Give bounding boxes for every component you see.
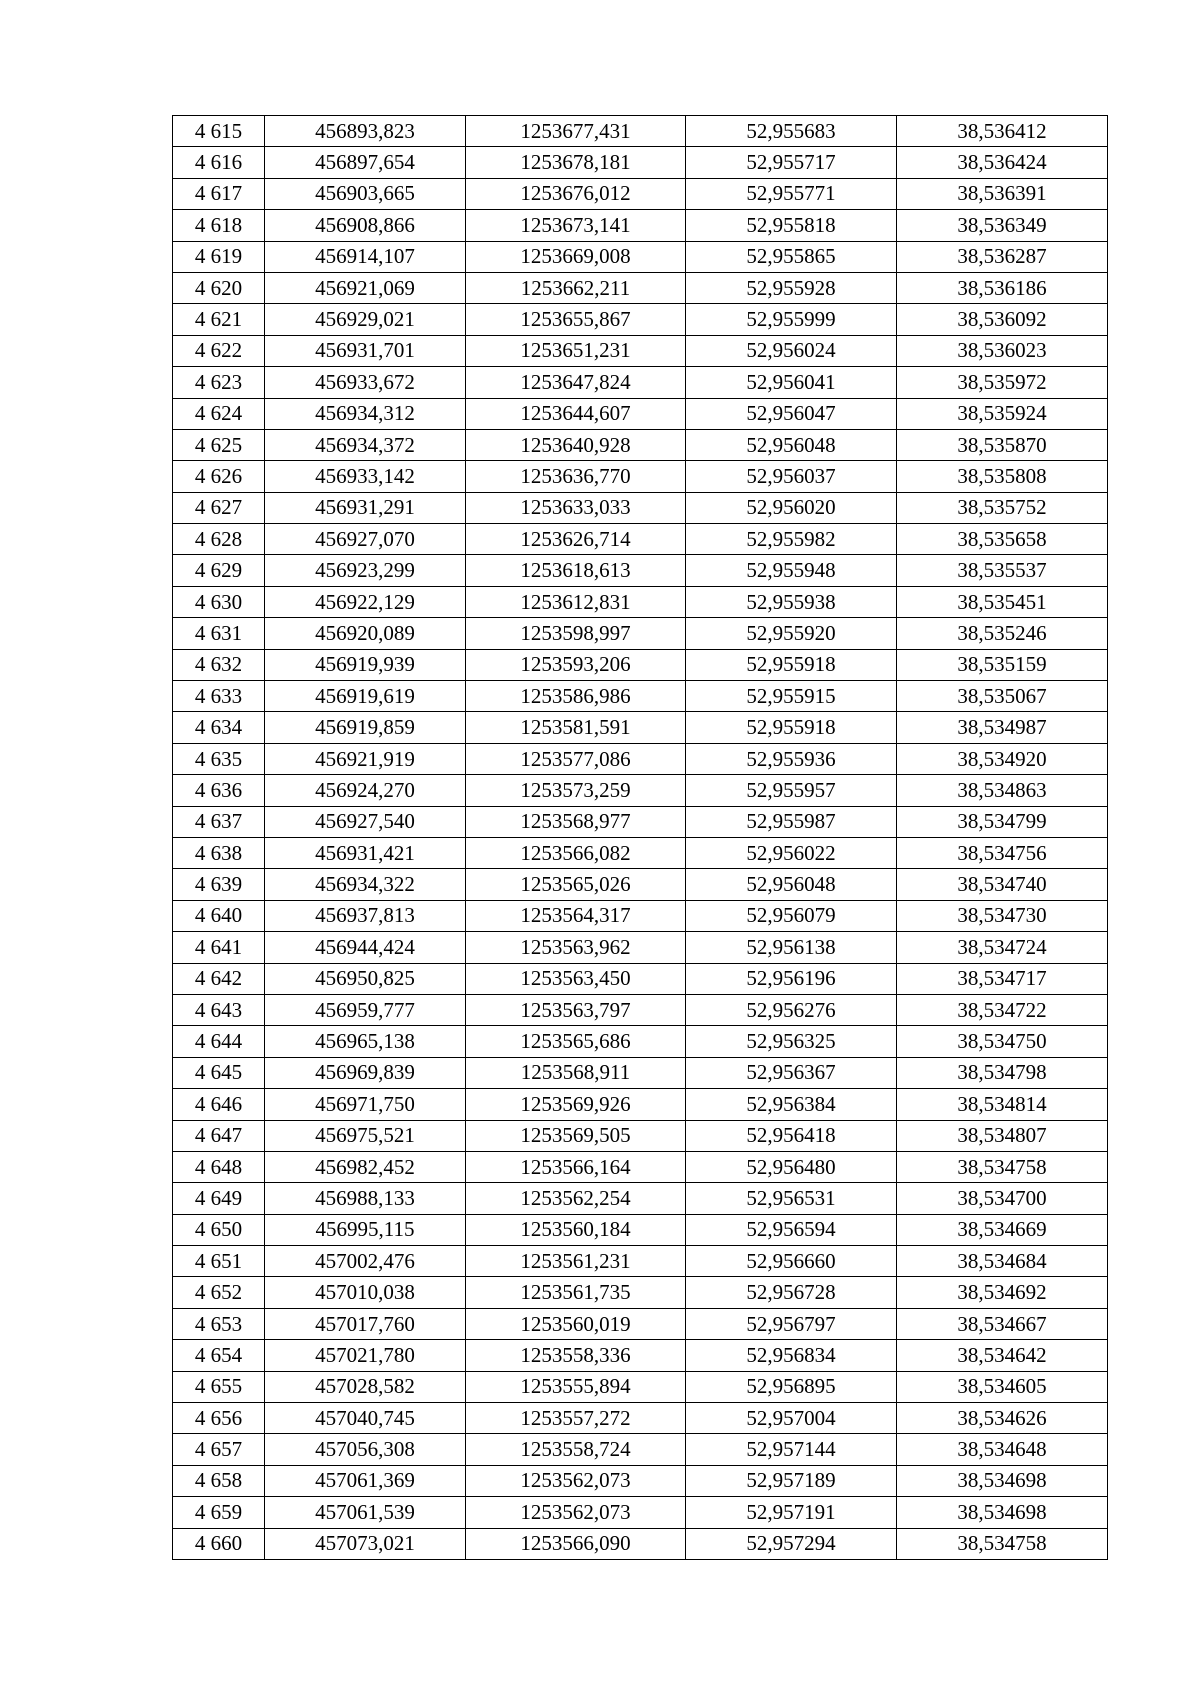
y-coordinate-cell: 1253593,206	[466, 649, 686, 680]
table-row	[173, 618, 1108, 649]
latitude-cell: 52,956024	[686, 335, 897, 366]
y-coordinate-cell: 1253573,259	[466, 775, 686, 806]
point-number-cell: 4 654	[173, 1340, 265, 1371]
longitude-cell: 38,534807	[897, 1120, 1108, 1151]
longitude-cell: 38,535972	[897, 367, 1108, 398]
longitude-cell: 38,534698	[897, 1497, 1108, 1528]
point-number-cell: 4 616	[173, 147, 265, 178]
y-coordinate-cell: 1253636,770	[466, 461, 686, 492]
point-number-cell: 4 659	[173, 1497, 265, 1528]
point-number-cell: 4 653	[173, 1308, 265, 1339]
longitude-cell: 38,534692	[897, 1277, 1108, 1308]
latitude-cell: 52,955948	[686, 555, 897, 586]
latitude-cell: 52,955928	[686, 272, 897, 303]
table-row	[173, 492, 1108, 523]
latitude-cell: 52,955683	[686, 116, 897, 147]
x-coordinate-cell: 456931,701	[265, 335, 466, 366]
longitude-cell: 38,534667	[897, 1308, 1108, 1339]
table-row	[173, 1434, 1108, 1465]
y-coordinate-cell: 1253676,012	[466, 178, 686, 209]
y-coordinate-cell: 1253577,086	[466, 743, 686, 774]
point-number-cell: 4 631	[173, 618, 265, 649]
x-coordinate-cell: 456927,070	[265, 524, 466, 555]
latitude-cell: 52,957004	[686, 1403, 897, 1434]
longitude-cell: 38,535808	[897, 461, 1108, 492]
y-coordinate-cell: 1253560,019	[466, 1308, 686, 1339]
latitude-cell: 52,956594	[686, 1214, 897, 1245]
y-coordinate-cell: 1253644,607	[466, 398, 686, 429]
latitude-cell: 52,955987	[686, 806, 897, 837]
table-row	[173, 116, 1108, 147]
point-number-cell: 4 650	[173, 1214, 265, 1245]
y-coordinate-cell: 1253626,714	[466, 524, 686, 555]
point-number-cell: 4 657	[173, 1434, 265, 1465]
point-number-cell: 4 656	[173, 1403, 265, 1434]
latitude-cell: 52,956041	[686, 367, 897, 398]
point-number-cell: 4 626	[173, 461, 265, 492]
longitude-cell: 38,534758	[897, 1528, 1108, 1559]
longitude-cell: 38,534669	[897, 1214, 1108, 1245]
longitude-cell: 38,535537	[897, 555, 1108, 586]
longitude-cell: 38,534798	[897, 1057, 1108, 1088]
y-coordinate-cell: 1253565,686	[466, 1026, 686, 1057]
y-coordinate-cell: 1253678,181	[466, 147, 686, 178]
table-row	[173, 555, 1108, 586]
point-number-cell: 4 625	[173, 429, 265, 460]
x-coordinate-cell: 456965,138	[265, 1026, 466, 1057]
table-row	[173, 524, 1108, 555]
longitude-cell: 38,534920	[897, 743, 1108, 774]
latitude-cell: 52,955818	[686, 210, 897, 241]
table-row	[173, 775, 1108, 806]
longitude-cell: 38,534758	[897, 1151, 1108, 1182]
longitude-cell: 38,534722	[897, 994, 1108, 1025]
x-coordinate-cell: 456919,939	[265, 649, 466, 680]
longitude-cell: 38,534648	[897, 1434, 1108, 1465]
latitude-cell: 52,956048	[686, 429, 897, 460]
latitude-cell: 52,955771	[686, 178, 897, 209]
longitude-cell: 38,536092	[897, 304, 1108, 335]
latitude-cell: 52,956022	[686, 837, 897, 868]
y-coordinate-cell: 1253562,073	[466, 1497, 686, 1528]
x-coordinate-cell: 457061,369	[265, 1465, 466, 1496]
point-number-cell: 4 635	[173, 743, 265, 774]
table-row	[173, 1120, 1108, 1151]
latitude-cell: 52,956418	[686, 1120, 897, 1151]
x-coordinate-cell: 456944,424	[265, 932, 466, 963]
y-coordinate-cell: 1253565,026	[466, 869, 686, 900]
y-coordinate-cell: 1253562,073	[466, 1465, 686, 1496]
y-coordinate-cell: 1253651,231	[466, 335, 686, 366]
point-number-cell: 4 620	[173, 272, 265, 303]
latitude-cell: 52,956276	[686, 994, 897, 1025]
longitude-cell: 38,534717	[897, 963, 1108, 994]
table-row	[173, 367, 1108, 398]
coordinates-table-body	[173, 116, 1108, 1560]
x-coordinate-cell: 456959,777	[265, 994, 466, 1025]
point-number-cell: 4 618	[173, 210, 265, 241]
longitude-cell: 38,535159	[897, 649, 1108, 680]
x-coordinate-cell: 456934,312	[265, 398, 466, 429]
x-coordinate-cell: 456919,859	[265, 712, 466, 743]
latitude-cell: 52,956079	[686, 900, 897, 931]
latitude-cell: 52,956196	[686, 963, 897, 994]
table-row	[173, 649, 1108, 680]
longitude-cell: 38,534684	[897, 1246, 1108, 1277]
y-coordinate-cell: 1253562,254	[466, 1183, 686, 1214]
table-row	[173, 272, 1108, 303]
y-coordinate-cell: 1253564,317	[466, 900, 686, 931]
latitude-cell: 52,957189	[686, 1465, 897, 1496]
y-coordinate-cell: 1253673,141	[466, 210, 686, 241]
x-coordinate-cell: 457056,308	[265, 1434, 466, 1465]
x-coordinate-cell: 456934,322	[265, 869, 466, 900]
y-coordinate-cell: 1253558,336	[466, 1340, 686, 1371]
y-coordinate-cell: 1253561,231	[466, 1246, 686, 1277]
y-coordinate-cell: 1253569,926	[466, 1089, 686, 1120]
table-row	[173, 837, 1108, 868]
longitude-cell: 38,536023	[897, 335, 1108, 366]
table-row	[173, 1089, 1108, 1120]
y-coordinate-cell: 1253569,505	[466, 1120, 686, 1151]
y-coordinate-cell: 1253560,184	[466, 1214, 686, 1245]
latitude-cell: 52,955999	[686, 304, 897, 335]
x-coordinate-cell: 456969,839	[265, 1057, 466, 1088]
y-coordinate-cell: 1253633,033	[466, 492, 686, 523]
x-coordinate-cell: 456897,654	[265, 147, 466, 178]
x-coordinate-cell: 456921,919	[265, 743, 466, 774]
latitude-cell: 52,956797	[686, 1308, 897, 1339]
longitude-cell: 38,534642	[897, 1340, 1108, 1371]
latitude-cell: 52,955865	[686, 241, 897, 272]
longitude-cell: 38,536391	[897, 178, 1108, 209]
latitude-cell: 52,956660	[686, 1246, 897, 1277]
latitude-cell: 52,955920	[686, 618, 897, 649]
x-coordinate-cell: 456995,115	[265, 1214, 466, 1245]
point-number-cell: 4 644	[173, 1026, 265, 1057]
x-coordinate-cell: 456929,021	[265, 304, 466, 335]
x-coordinate-cell: 456931,421	[265, 837, 466, 868]
y-coordinate-cell: 1253563,797	[466, 994, 686, 1025]
point-number-cell: 4 660	[173, 1528, 265, 1559]
latitude-cell: 52,955918	[686, 712, 897, 743]
longitude-cell: 38,534698	[897, 1465, 1108, 1496]
x-coordinate-cell: 456920,089	[265, 618, 466, 649]
longitude-cell: 38,535752	[897, 492, 1108, 523]
table-row	[173, 1497, 1108, 1528]
longitude-cell: 38,534605	[897, 1371, 1108, 1402]
y-coordinate-cell: 1253581,591	[466, 712, 686, 743]
point-number-cell: 4 636	[173, 775, 265, 806]
longitude-cell: 38,536287	[897, 241, 1108, 272]
longitude-cell: 38,534740	[897, 869, 1108, 900]
x-coordinate-cell: 457040,745	[265, 1403, 466, 1434]
latitude-cell: 52,956367	[686, 1057, 897, 1088]
x-coordinate-cell: 456922,129	[265, 586, 466, 617]
x-coordinate-cell: 456975,521	[265, 1120, 466, 1151]
latitude-cell: 52,956048	[686, 869, 897, 900]
point-number-cell: 4 622	[173, 335, 265, 366]
x-coordinate-cell: 456919,619	[265, 681, 466, 712]
point-number-cell: 4 630	[173, 586, 265, 617]
y-coordinate-cell: 1253561,735	[466, 1277, 686, 1308]
longitude-cell: 38,535451	[897, 586, 1108, 617]
y-coordinate-cell: 1253598,997	[466, 618, 686, 649]
point-number-cell: 4 628	[173, 524, 265, 555]
latitude-cell: 52,955957	[686, 775, 897, 806]
point-number-cell: 4 634	[173, 712, 265, 743]
x-coordinate-cell: 457073,021	[265, 1528, 466, 1559]
y-coordinate-cell: 1253618,613	[466, 555, 686, 586]
table-row	[173, 335, 1108, 366]
longitude-cell: 38,536186	[897, 272, 1108, 303]
y-coordinate-cell: 1253555,894	[466, 1371, 686, 1402]
table-row	[173, 1151, 1108, 1182]
latitude-cell: 52,956138	[686, 932, 897, 963]
point-number-cell: 4 623	[173, 367, 265, 398]
latitude-cell: 52,956325	[686, 1026, 897, 1057]
latitude-cell: 52,955936	[686, 743, 897, 774]
table-row	[173, 1371, 1108, 1402]
point-number-cell: 4 649	[173, 1183, 265, 1214]
table-row	[173, 398, 1108, 429]
point-number-cell: 4 647	[173, 1120, 265, 1151]
table-row	[173, 1403, 1108, 1434]
point-number-cell: 4 637	[173, 806, 265, 837]
x-coordinate-cell: 456934,372	[265, 429, 466, 460]
latitude-cell: 52,956020	[686, 492, 897, 523]
latitude-cell: 52,956037	[686, 461, 897, 492]
latitude-cell: 52,955717	[686, 147, 897, 178]
point-number-cell: 4 619	[173, 241, 265, 272]
y-coordinate-cell: 1253612,831	[466, 586, 686, 617]
x-coordinate-cell: 457002,476	[265, 1246, 466, 1277]
table-row	[173, 461, 1108, 492]
longitude-cell: 38,534799	[897, 806, 1108, 837]
point-number-cell: 4 638	[173, 837, 265, 868]
y-coordinate-cell: 1253662,211	[466, 272, 686, 303]
latitude-cell: 52,956895	[686, 1371, 897, 1402]
longitude-cell: 38,536424	[897, 147, 1108, 178]
longitude-cell: 38,534750	[897, 1026, 1108, 1057]
longitude-cell: 38,535924	[897, 398, 1108, 429]
longitude-cell: 38,534814	[897, 1089, 1108, 1120]
y-coordinate-cell: 1253557,272	[466, 1403, 686, 1434]
point-number-cell: 4 615	[173, 116, 265, 147]
point-number-cell: 4 617	[173, 178, 265, 209]
point-number-cell: 4 655	[173, 1371, 265, 1402]
y-coordinate-cell: 1253677,431	[466, 116, 686, 147]
x-coordinate-cell: 456982,452	[265, 1151, 466, 1182]
latitude-cell: 52,957294	[686, 1528, 897, 1559]
point-number-cell: 4 629	[173, 555, 265, 586]
point-number-cell: 4 639	[173, 869, 265, 900]
x-coordinate-cell: 456933,672	[265, 367, 466, 398]
x-coordinate-cell: 457017,760	[265, 1308, 466, 1339]
point-number-cell: 4 632	[173, 649, 265, 680]
table-row	[173, 1308, 1108, 1339]
latitude-cell: 52,955915	[686, 681, 897, 712]
y-coordinate-cell: 1253563,450	[466, 963, 686, 994]
longitude-cell: 38,535658	[897, 524, 1108, 555]
point-number-cell: 4 641	[173, 932, 265, 963]
table-row	[173, 304, 1108, 335]
longitude-cell: 38,534987	[897, 712, 1108, 743]
y-coordinate-cell: 1253558,724	[466, 1434, 686, 1465]
latitude-cell: 52,957144	[686, 1434, 897, 1465]
x-coordinate-cell: 456988,133	[265, 1183, 466, 1214]
coordinates-table	[172, 115, 1108, 1560]
longitude-cell: 38,535067	[897, 681, 1108, 712]
table-row	[173, 1465, 1108, 1496]
latitude-cell: 52,956480	[686, 1151, 897, 1182]
latitude-cell: 52,957191	[686, 1497, 897, 1528]
table-row	[173, 210, 1108, 241]
y-coordinate-cell: 1253566,164	[466, 1151, 686, 1182]
y-coordinate-cell: 1253563,962	[466, 932, 686, 963]
latitude-cell: 52,956047	[686, 398, 897, 429]
table-row	[173, 1340, 1108, 1371]
x-coordinate-cell: 456893,823	[265, 116, 466, 147]
x-coordinate-cell: 456971,750	[265, 1089, 466, 1120]
point-number-cell: 4 633	[173, 681, 265, 712]
latitude-cell: 52,955982	[686, 524, 897, 555]
longitude-cell: 38,534700	[897, 1183, 1108, 1214]
y-coordinate-cell: 1253566,082	[466, 837, 686, 868]
point-number-cell: 4 624	[173, 398, 265, 429]
y-coordinate-cell: 1253568,977	[466, 806, 686, 837]
x-coordinate-cell: 457021,780	[265, 1340, 466, 1371]
point-number-cell: 4 621	[173, 304, 265, 335]
longitude-cell: 38,534626	[897, 1403, 1108, 1434]
longitude-cell: 38,534863	[897, 775, 1108, 806]
x-coordinate-cell: 456933,142	[265, 461, 466, 492]
table-row	[173, 712, 1108, 743]
latitude-cell: 52,955938	[686, 586, 897, 617]
table-row	[173, 1183, 1108, 1214]
point-number-cell: 4 658	[173, 1465, 265, 1496]
table-row	[173, 178, 1108, 209]
point-number-cell: 4 642	[173, 963, 265, 994]
longitude-cell: 38,534724	[897, 932, 1108, 963]
point-number-cell: 4 646	[173, 1089, 265, 1120]
table-row	[173, 963, 1108, 994]
y-coordinate-cell: 1253568,911	[466, 1057, 686, 1088]
x-coordinate-cell: 457010,038	[265, 1277, 466, 1308]
table-row	[173, 1528, 1108, 1559]
point-number-cell: 4 648	[173, 1151, 265, 1182]
table-row	[173, 994, 1108, 1025]
latitude-cell: 52,956531	[686, 1183, 897, 1214]
x-coordinate-cell: 456908,866	[265, 210, 466, 241]
point-number-cell: 4 645	[173, 1057, 265, 1088]
x-coordinate-cell: 456937,813	[265, 900, 466, 931]
table-row	[173, 681, 1108, 712]
table-row	[173, 1214, 1108, 1245]
y-coordinate-cell: 1253586,986	[466, 681, 686, 712]
table-row	[173, 147, 1108, 178]
x-coordinate-cell: 456921,069	[265, 272, 466, 303]
y-coordinate-cell: 1253640,928	[466, 429, 686, 460]
longitude-cell: 38,535870	[897, 429, 1108, 460]
x-coordinate-cell: 457061,539	[265, 1497, 466, 1528]
x-coordinate-cell: 456927,540	[265, 806, 466, 837]
table-row	[173, 429, 1108, 460]
point-number-cell: 4 651	[173, 1246, 265, 1277]
point-number-cell: 4 643	[173, 994, 265, 1025]
x-coordinate-cell: 456950,825	[265, 963, 466, 994]
x-coordinate-cell: 456924,270	[265, 775, 466, 806]
latitude-cell: 52,956834	[686, 1340, 897, 1371]
y-coordinate-cell: 1253669,008	[466, 241, 686, 272]
table-row	[173, 932, 1108, 963]
longitude-cell: 38,534756	[897, 837, 1108, 868]
longitude-cell: 38,536349	[897, 210, 1108, 241]
table-row	[173, 1277, 1108, 1308]
table-row	[173, 869, 1108, 900]
x-coordinate-cell: 456903,665	[265, 178, 466, 209]
table-row	[173, 1057, 1108, 1088]
longitude-cell: 38,534730	[897, 900, 1108, 931]
point-number-cell: 4 627	[173, 492, 265, 523]
y-coordinate-cell: 1253655,867	[466, 304, 686, 335]
latitude-cell: 52,955918	[686, 649, 897, 680]
x-coordinate-cell: 457028,582	[265, 1371, 466, 1402]
latitude-cell: 52,956384	[686, 1089, 897, 1120]
longitude-cell: 38,535246	[897, 618, 1108, 649]
x-coordinate-cell: 456914,107	[265, 241, 466, 272]
table-row	[173, 806, 1108, 837]
point-number-cell: 4 640	[173, 900, 265, 931]
table-row	[173, 743, 1108, 774]
y-coordinate-cell: 1253566,090	[466, 1528, 686, 1559]
x-coordinate-cell: 456931,291	[265, 492, 466, 523]
longitude-cell: 38,536412	[897, 116, 1108, 147]
y-coordinate-cell: 1253647,824	[466, 367, 686, 398]
latitude-cell: 52,956728	[686, 1277, 897, 1308]
table-row	[173, 586, 1108, 617]
point-number-cell: 4 652	[173, 1277, 265, 1308]
table-row	[173, 1026, 1108, 1057]
x-coordinate-cell: 456923,299	[265, 555, 466, 586]
table-row	[173, 241, 1108, 272]
table-row	[173, 1246, 1108, 1277]
table-row	[173, 900, 1108, 931]
